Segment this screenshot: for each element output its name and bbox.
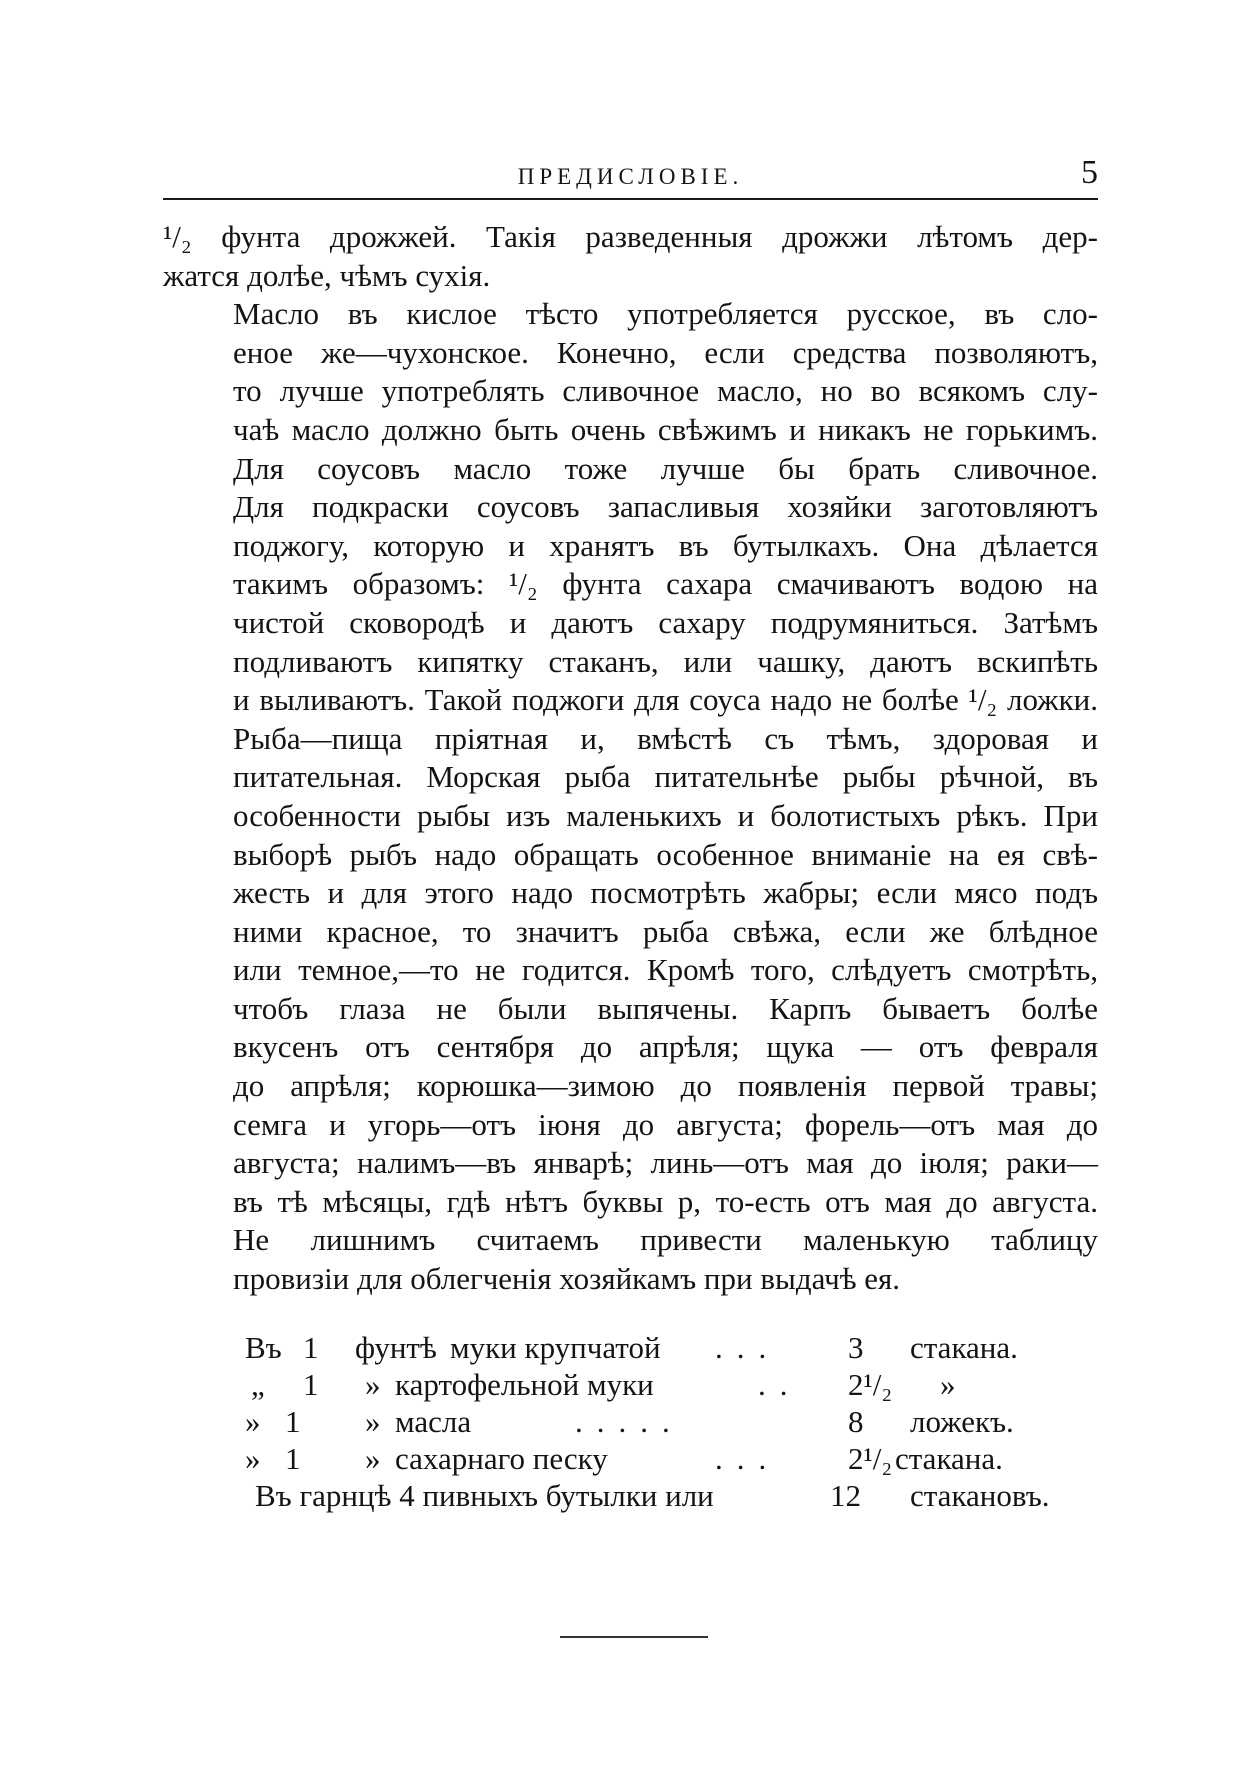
row-leader-dots: ..: [758, 1367, 802, 1402]
text-line: въ тѣ мѣсяцы, гдѣ нѣтъ буквы р, то-есть отъ мая до августа.: [233, 1183, 1098, 1219]
text-line: подливаютъ кипятку стаканъ, или чашку, даютъ вскипѣть: [233, 643, 1098, 679]
row-number: 1: [285, 1441, 301, 1476]
text-line: вкусенъ отъ сентября до апрѣля; щука — отъ февраля: [233, 1029, 1098, 1065]
row-number: 1: [303, 1330, 319, 1365]
row-measure: стакана.: [910, 1330, 1018, 1365]
row-item: муки крупчатой: [450, 1330, 661, 1365]
row-item: сахарнаго песку: [395, 1441, 608, 1476]
text-line: особенности рыбы изъ маленькихъ и болотистыхъ рѣкъ. При: [233, 797, 1098, 833]
text-line: ¹/₂ фунта дрожжей. Такія разведенныя дрожжи лѣтомъ дер-: [163, 219, 1098, 254]
text-line: жатся долѣе, чѣмъ сухія.: [163, 257, 491, 293]
provisions-table: [245, 1329, 1075, 1514]
closing-rule: [560, 1636, 708, 1638]
row-leader-dots: .....: [575, 1404, 684, 1439]
running-title: ПРЕДИСЛОВІЕ.: [517, 164, 744, 189]
text-line: чаѣ масло должно быть очень свѣжимъ и никакъ не горькимъ.: [233, 411, 1098, 447]
table-row: [245, 1329, 1075, 1366]
paragraph-sauces: [163, 450, 1098, 720]
text-line: чтобъ глаза не были выпячены. Карпъ бываетъ болѣе: [233, 990, 1098, 1026]
text-line: семга и угорь—отъ іюня до августа; форель—отъ мая до: [233, 1106, 1098, 1142]
text-line: то лучше употреблять сливочное масло, но во всякомъ слу-: [233, 373, 1098, 409]
text-line: жесть и для этого надо посмотрѣть жабры; если мясо подъ: [233, 875, 1098, 911]
row-item: картофельной муки: [395, 1367, 654, 1402]
row-quantity: 8: [848, 1404, 864, 1439]
page-number: 5: [1081, 154, 1098, 191]
text-line: или темное,—то не годится. Кромѣ того, слѣдуетъ смотрѣть,: [233, 952, 1098, 988]
row-unit: фунтѣ: [355, 1330, 437, 1365]
row-leader-dots: ...: [715, 1330, 781, 1365]
text-line: до апрѣля; корюшка—зимою до появленія первой травы;: [233, 1068, 1098, 1104]
table-row-total: [245, 1477, 1075, 1514]
row-prefix: »: [245, 1441, 261, 1476]
text-line: такимъ образомъ: ¹/₂ фунта сахара смачиваютъ водою на: [233, 566, 1098, 602]
row-prefix: „: [251, 1367, 265, 1402]
row-lead-text: Въ гарнцѣ 4 пивныхъ бутылки или: [255, 1478, 714, 1513]
row-measure: стакана.: [895, 1441, 1003, 1476]
text-line: еное же—чухонское. Конечно, если средства позволяютъ,: [233, 334, 1098, 370]
paragraph-yeast: [163, 218, 1098, 295]
paragraph-butter: [163, 295, 1098, 449]
row-number: 1: [285, 1404, 301, 1439]
table-row: [245, 1403, 1075, 1440]
table-row: [245, 1366, 1075, 1403]
text-line: провизіи для облегченія хозяйкамъ при выдачѣ ея.: [233, 1261, 901, 1297]
text-line: Для соусовъ масло тоже лучше бы брать сливочное.: [233, 450, 1098, 486]
text-line: ними красное, то значитъ рыба свѣжа, если же блѣдное: [233, 913, 1098, 949]
text-line: выборѣ рыбъ надо обращать особенное вниманіе на ея свѣ-: [233, 836, 1098, 872]
row-unit: »: [365, 1367, 381, 1402]
paragraph-fish: [163, 720, 1098, 1222]
text-line: Масло въ кислое тѣсто употребляется русское, въ сло-: [233, 296, 1098, 332]
text-line: поджогу, которую и хранятъ въ бутылкахъ. Она дѣлается: [233, 527, 1098, 563]
row-item: масла: [395, 1404, 472, 1439]
table-row: [245, 1440, 1075, 1477]
text-line: Не лишнимъ считаемъ привести маленькую таблицу: [233, 1222, 1098, 1258]
text-line: Для подкраски соусовъ запасливыя хозяйки заготовляютъ: [233, 489, 1098, 525]
page-header: [163, 154, 1098, 200]
row-measure: ложекъ.: [910, 1404, 1014, 1439]
row-measure: стакановъ.: [910, 1478, 1050, 1513]
row-measure: »: [940, 1367, 956, 1402]
text-line: августа; налимъ—въ январѣ; линь—отъ мая до іюля; раки—: [233, 1145, 1098, 1181]
row-number: 1: [303, 1367, 319, 1402]
row-quantity: 12: [830, 1478, 861, 1513]
row-prefix: »: [245, 1404, 261, 1439]
row-quantity: 3: [848, 1330, 864, 1365]
row-quantity: 2¹/₂: [848, 1367, 893, 1402]
row-prefix: Въ: [245, 1330, 282, 1365]
row-leader-dots: ...: [715, 1441, 781, 1476]
body-text: [163, 218, 1098, 1299]
text-line: Рыба—пища пріятная и, вмѣстѣ съ тѣмъ, здоровая и: [233, 720, 1098, 756]
text-line: и выливаютъ. Такой поджоги для соуса надо не болѣе ¹/₂ ложки.: [233, 682, 1098, 718]
row-unit: »: [365, 1441, 381, 1476]
row-quantity: 2¹/₂: [848, 1441, 893, 1476]
text-line: питательная. Морская рыба питательнѣе рыбы рѣчной, въ: [233, 759, 1098, 795]
text-line: чистой сковородѣ и даютъ сахару подрумяниться. Затѣмъ: [233, 604, 1098, 640]
paragraph-table-intro: [163, 1221, 1098, 1298]
row-unit: »: [365, 1404, 381, 1439]
